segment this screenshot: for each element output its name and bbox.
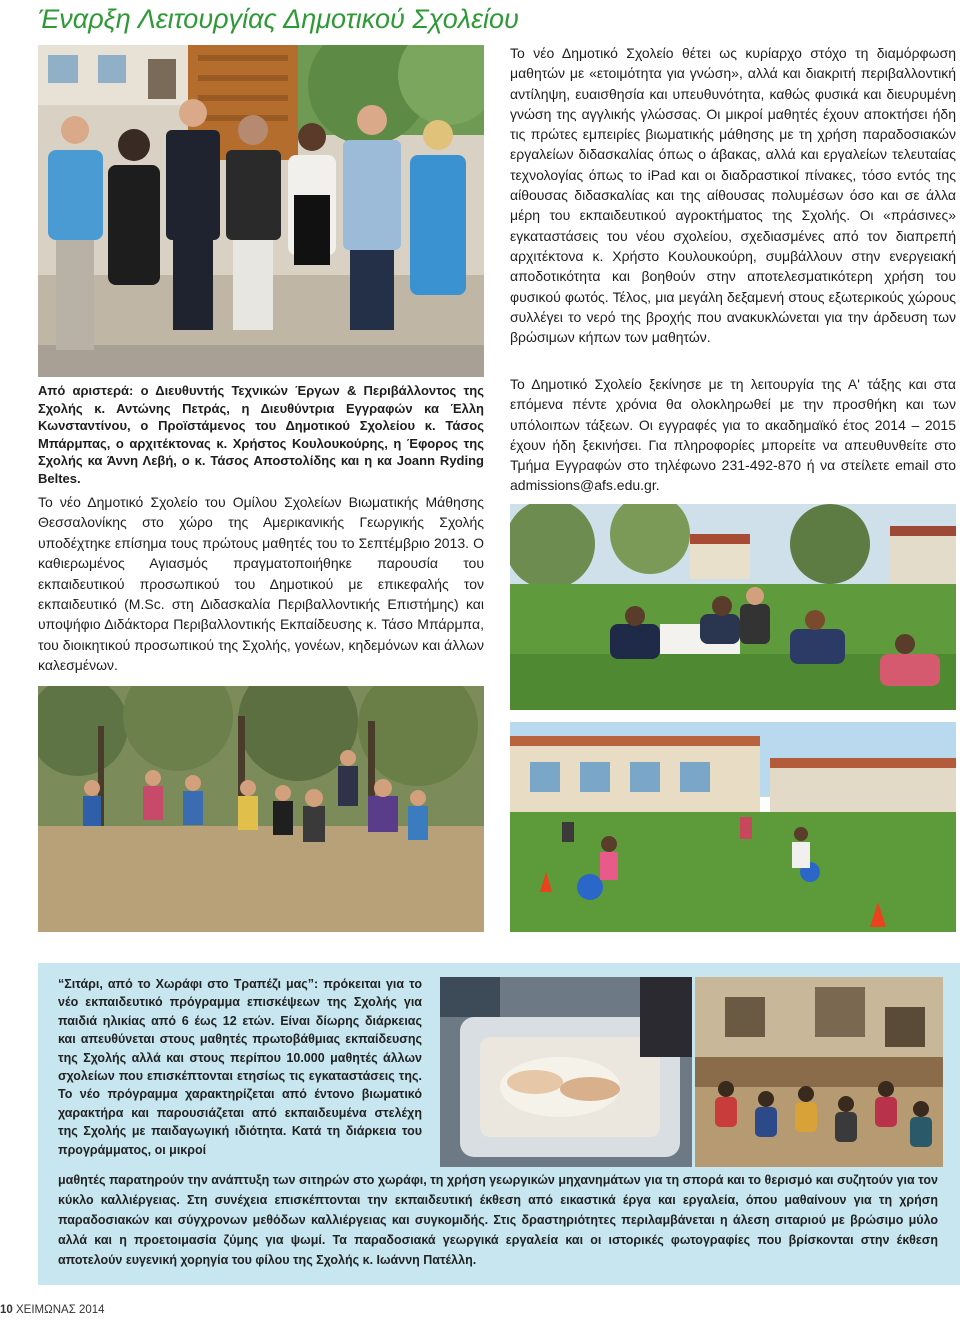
- photo-caption: Από αριστερά: ο Διευθυντής Τεχνικών Έργων & Περιβάλλοντος της Σχολής κ. Αντώνης Πετράς, η Διευθύντρια Εγγραφών κα Έλλη Κωνσταντίνου, ο Προϊστάμενος του Δημοτικού Σχολείου κ. Τάσος Μπάρμπας, ο αρχιτέκτονας κ. Χρήστος Κουλουκούρης, η Έφορος της Σχολής κα Άννη Λεβή, ο κ. Τάσος Αποστολίδης και η κα Joann Ryding Beltes.: [38, 383, 484, 486]
- children-drawing-on-grass-photo: [510, 504, 956, 710]
- page-footer: [0, 1304, 105, 1316]
- article-title: Έναρξη Λειτουργίας Δημοτικού Σχολείου: [38, 4, 519, 34]
- kneading-dough-photo: [440, 977, 692, 1167]
- intro-paragraph: Το νέο Δημοτικό Σχολείο του Ομίλου Σχολείων Βιωματικής Μάθησης Θεσσαλονίκης στο χώρο της Αμερικανικής Γεωργικής Σχολής υποδέχτηκε επίσημα τους πρώτους μαθητές του το Σεπτέμβριο 2013. Ο καθιερωμένος Αγιασμός πραγματοποιήθηκε παρουσία του εκπαιδευτικού προσωπικού του Δημοτικού με επικεφαλής τον εκπαιδευτικό (M.Sc. στη Διδασκαλία Περιβαλλοντικής Επιστήμης) και υποψήφιο Διδάκτορα Περιβαλλοντικής Εκπαίδευσης κ. Τάσο Μπάρμπα, του διοικητικού προσωπικού της Σχολής, γονέων, κηδεμόνων και άλλων καλεσμένων.: [38, 494, 484, 674]
- schoolyard-play-photo: [510, 722, 956, 932]
- page-number: 10: [0, 1304, 13, 1316]
- wheat-program-text-bottom: μαθητές παρατηρούν την ανάπτυξη των σιτηρών στο χωράφι, τη χρήση γεωργικών μηχανημάτων για τη σπορά και το θερισμό και συζητούν για τον κύκλο καλλιέργειας. Στη συνέχεια επισκέπτονται την εκπαιδευτική έκθεση από εικαστικά έργα και εργαλεία, όπου μαθαίνουν για τη χρήση παραδοσιακών και σύγχρονων μεθόδων καλλιέργειας και συγκομιδής. Στις δραστηριότητες περιλαμβάνεται η άλεση σιταριού με βρώσιμο μύλο αλλά και η προετοιμασία ζύμης για ψωμί. Τα παραδοσιακά γεωργικά εργαλεία και οι ιστορικές φωτογραφίες που βρίσκονται στην έκθεση αποτελούν ευγενική χορηγία του φίλου της Σχολής κ. Ιωάννη Πατέλλη.: [58, 1173, 938, 1267]
- issue-label: ΧΕΙΜΩΝΑΣ 2014: [16, 1304, 105, 1316]
- right-paragraph-2: Το Δημοτικό Σχολείο ξεκίνησε με τη λειτουργία της Α' τάξης και στα επόμενα πέντε χρόνια θα ολοκληρωθεί με την προσθήκη και των υπόλοιπων τάξεων. Οι εγγραφές για το ακαδημαϊκό έτος 2014 – 2015 έχουν ήδη ξεκινήσει. Για πληροφορίες μπορείτε να απευθυνθείτε στο Τμήμα Εγγραφών στο τηλέφωνο 231-492-870 ή να στείλετε email στο admissions@afs.edu.gr.: [510, 376, 956, 494]
- right-paragraph-1: Το νέο Δημοτικό Σχολείο θέτει ως κυρίαρχο στόχο τη διαμόρφωση μαθητών με «ετοιμότητα για γνώση», αλλά και διακριτή περιβαλλοντική αντίληψη, ευαισθησία και υπευθυνότητα, καθώς φυσικά και διευρυμένη γνώση της αγγλικής γλώσσας. Οι μικροί μαθητές έχουν αποκτήσει ήδη τις πρώτες εμπειρίες βιωματικής μάθησης με τη χρήση παραδοσιακών εργαλείων διδασκαλίας όπως ο άβακας, αλλά και εργαλείων τελευταίας τεχνολογίας όπως το iPad και οι διαδραστικοί πίνακες, τόσο εντός της αίθουσας διδασκαλίας και της αίθουσας πολυμέσων όσο και σε άλλα μέρη του εκπαιδευτικού αγροκτήματος της Σχολής. Οι «πράσινες» εγκαταστάσεις του νέου σχολείου, σχεδιασμένες από τον διαπρεπή αρχιτέκτονα κ. Χρήστο Κουλουκούρη, συμβάλλουν στην ενεργειακή αποδοτικότητα και βοηθούν στην αποτελεσματικότερη χρήση του φυσικού φωτός. Τέλος, μια μεγάλη δεξαμενή στους εξωτερικούς χώρους συλλέγει το νερό της βροχής που ανακυκλώνεται για την άρδευση των βρώσιμων κήπων των μαθητών.: [510, 45, 956, 346]
- exhibition-visit-photo: [695, 977, 943, 1167]
- wheat-program-text-top: “Σιτάρι, από το Χωράφι στο Τραπέζι μας”: πρόκειται για το νέο εκπαιδευτικό πρόγραμμα επισκέψεων της Σχολής για παιδιά ηλικίας από 6 έως 12 ετών. Είναι δίωρης διάρκειας και απευθύνεται στους μαθητές πρωτοβάθμιας εκπαίδευσης της Σχολής αλλά και στους περίπου 10.000 μαθητές άλλων σχολείων που επισκέπτονται ετησίως τις εγκαταστάσεις της. Το νέο πρόγραμμα χαρακτηρίζεται από έντονο βιωματικό χαρακτήρα και παρουσιάζεται από εκπαιδευμένα στελέχη της Σχολής με παιδαγωγική ιδιότητα. Κατά τη διάρκεια του προγράμματος, οι μικροί: [58, 977, 422, 1157]
- group-portrait-photo: [38, 45, 484, 377]
- children-running-photo: [38, 686, 484, 932]
- wheat-program-box: [38, 963, 960, 1285]
